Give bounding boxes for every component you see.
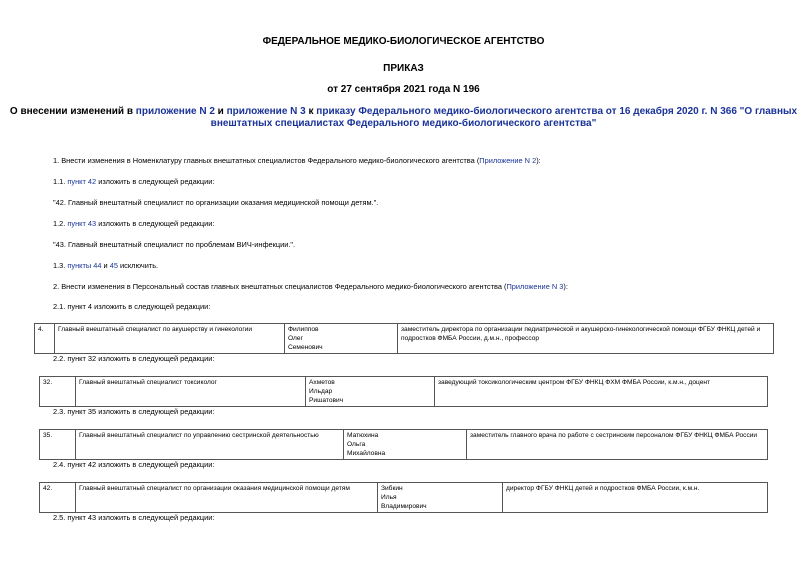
table-item-32 <box>39 376 768 407</box>
paragraph-1-2-quote: "43. Главный внештатный специалист по проблемам ВИЧ-инфекции.". <box>53 240 296 249</box>
paragraph-2-2: 2.2. пункт 32 изложить в следующей редакции: <box>53 354 215 363</box>
paragraph-1-text: 1. Внести изменения в Номенклатуру главных внештатных специалистов Федерального медико-биологического агентства ( <box>53 156 480 165</box>
table-row <box>40 483 768 513</box>
paragraph-2-1: 2.1. пункт 4 изложить в следующей редакции: <box>53 302 211 311</box>
paragraph-2-3: 2.3. пункт 35 изложить в следующей редакции: <box>53 407 215 416</box>
table-row <box>35 324 774 354</box>
paragraph-1-1-quote: "42. Главный внештатный специалист по организации оказания медицинской помощи детям.". <box>53 198 379 207</box>
surname: Ахметов <box>309 379 335 386</box>
cell-position: заместитель главного врача по работе с сестринским персоналом ФГБУ ФНКЦ ФМБА России <box>467 430 768 460</box>
document-title <box>0 106 807 130</box>
cell-specialty: Главный внештатный специалист по управлению сестринской деятельностью <box>76 430 344 460</box>
paragraph-2-text: 2. Внести изменения в Персональный состав главных внештатных специалистов Федерального медико-биологического агентства ( <box>53 282 507 291</box>
cell-position: директор ФГБУ ФНКЦ детей и подростков ФМБА России, к.м.н. <box>503 483 768 513</box>
first-name: Илья <box>381 494 397 501</box>
paragraph-1-3-mid: и <box>101 261 110 270</box>
first-name: Ольга <box>347 441 366 448</box>
doc-type-heading: ПРИКАЗ <box>383 63 424 74</box>
table-row <box>40 377 768 407</box>
cell-num: 35. <box>40 430 76 460</box>
cell-num: 42. <box>40 483 76 513</box>
first-name: Олег <box>288 335 303 342</box>
cell-specialty: Главный внештатный специалист токсиколог <box>76 377 306 407</box>
paragraph-1-2-num: 1.2. <box>53 219 68 228</box>
title-mid-1: и <box>214 106 227 117</box>
paragraph-1-3 <box>53 261 158 270</box>
link-items-44[interactable]: пункты 44 <box>67 261 102 270</box>
table-row <box>40 430 768 460</box>
paragraph-1-3-text: исключить. <box>117 261 159 270</box>
paragraph-1 <box>53 156 541 165</box>
surname: Филиппов <box>288 326 319 333</box>
cell-name <box>306 377 435 407</box>
title-link-appendix-2[interactable]: приложение N 2 <box>135 106 215 117</box>
patronymic: Ришатович <box>309 397 344 404</box>
paragraph-2 <box>53 282 568 291</box>
cell-num: 4. <box>35 324 55 354</box>
cell-name <box>378 483 503 513</box>
paragraph-1-1 <box>53 177 214 186</box>
paragraph-2-5: 2.5. пункт 43 изложить в следующей редакции: <box>53 513 215 522</box>
surname: Матюхина <box>347 432 379 439</box>
paragraph-1-2 <box>53 219 214 228</box>
cell-specialty: Главный внештатный специалист по организации оказания медицинской помощи детям <box>76 483 378 513</box>
patronymic: Семенович <box>288 344 323 351</box>
table-item-4 <box>34 323 774 354</box>
title-link-order-366[interactable]: приказу Федерального медико-биологического агентства от 16 декабря 2020 г. N 366 "О главных <box>316 106 798 117</box>
title-link-order-366-cont[interactable]: внештатных специалистах Федерального медико-биологического агентства" <box>210 118 597 129</box>
paragraph-1-2-text: изложить в следующей редакции: <box>96 219 215 228</box>
cell-num: 32. <box>40 377 76 407</box>
title-prefix: О внесении изменений в <box>9 106 136 117</box>
cell-name <box>344 430 467 460</box>
first-name: Ильдар <box>309 388 333 395</box>
title-mid-2: к <box>305 106 317 117</box>
cell-name <box>285 324 398 354</box>
paragraph-1-1-text: изложить в следующей редакции: <box>96 177 215 186</box>
surname: Зибкин <box>381 485 403 492</box>
table-item-42 <box>39 482 768 513</box>
cell-specialty: Главный внештатный специалист по акушерству и гинекологии <box>55 324 285 354</box>
paragraph-1-3-num: 1.3. <box>53 261 68 270</box>
table-item-35 <box>39 429 768 460</box>
link-item-43[interactable]: пункт 43 <box>67 219 97 228</box>
agency-heading: ФЕДЕРАЛЬНОЕ МЕДИКО-БИОЛОГИЧЕСКОЕ АГЕНТСТВО <box>262 36 545 47</box>
paragraph-1-end: ): <box>536 156 541 165</box>
cell-position: заведующий токсикологическим центром ФГБУ ФНКЦ ФХМ ФМБА России, к.м.н., доцент <box>435 377 768 407</box>
cell-position: заместитель директора по организации педиатрической и акушерско-гинекологической помощи ФГБУ ФНКЦ детей и подростков ФМБА России, д.м.н., профессор <box>398 324 774 354</box>
link-item-45[interactable]: 45 <box>109 261 118 270</box>
paragraph-2-4: 2.4. пункт 42 изложить в следующей редакции: <box>53 460 215 469</box>
title-link-appendix-3[interactable]: приложение N 3 <box>226 106 306 117</box>
date-number-heading: от 27 сентября 2021 года N 196 <box>327 84 480 95</box>
link-appendix-3[interactable]: Приложение N 3 <box>506 282 564 291</box>
patronymic: Владимирович <box>381 503 427 510</box>
paragraph-2-end: ): <box>563 282 568 291</box>
paragraph-1-1-num: 1.1. <box>53 177 68 186</box>
patronymic: Михайловна <box>347 450 386 457</box>
link-appendix-2[interactable]: Приложение N 2 <box>479 156 537 165</box>
link-item-42[interactable]: пункт 42 <box>67 177 97 186</box>
